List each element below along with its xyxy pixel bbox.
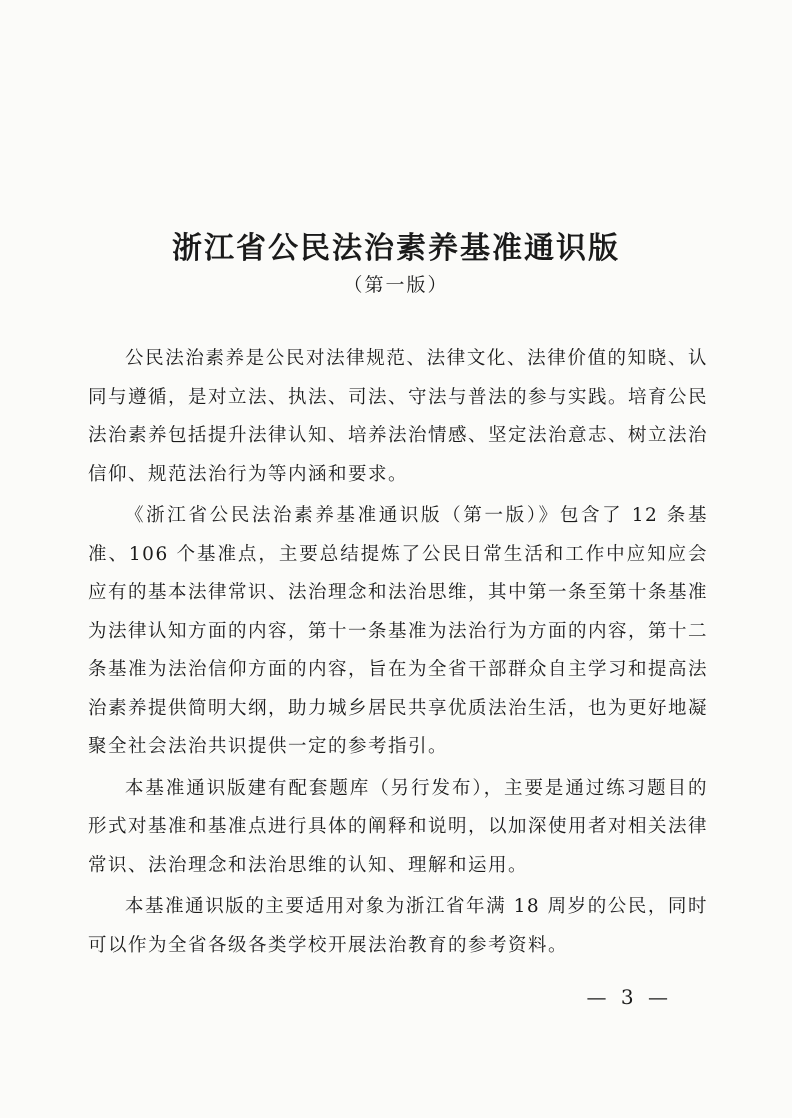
document-body <box>88 340 708 968</box>
document-title: 浙江省公民法治素养基准通识版 <box>172 231 620 266</box>
paragraph: 本基准通识版的主要适用对象为浙江省年满 18 周岁的公民，同时可以作为全省各级各类学校开展法治教育的参考资料。 <box>88 896 708 956</box>
paragraph: 公民法治素养是公民对法律规范、法律文化、法律价值的知晓、认同与遵循，是对立法、执法、司法、守法与普法的参与实践。培育公民法治素养包括提升法律认知、培养法治情感、坚定法治意志、树立法治信仰、规范法治行为等内涵和要求。 <box>88 348 709 485</box>
paragraph: 本基准通识版建有配套题库（另行发布），主要是通过练习题目的形式对基准和基准点进行具体的阐释和说明，以加深使用者对相关法律常识、法治理念和法治思维的认知、理解和运用。 <box>88 777 709 876</box>
page-number: — 3 — <box>586 985 672 1009</box>
document-subtitle: （第一版） <box>343 274 449 296</box>
paragraph: 《浙江省公民法治素养基准通识版（第一版）》包含了 12 条基准、106 个基准点，主要总结提炼了公民日常生活和工作中应知应会应有的基本法律常识、法治理念和法治思维，其中第一条至第十条基准为法律认知方面的内容，第十一条基准为法治行为方面的内容，第十二条基准为法治信仰方面的内容，旨在为全省干部群众自主学习和提高法治素养提供简明大纲，助力城乡居民共享优质法治生活，也为更好地凝聚全社会法治共识提供一定的参考指引。 <box>88 505 709 757</box>
